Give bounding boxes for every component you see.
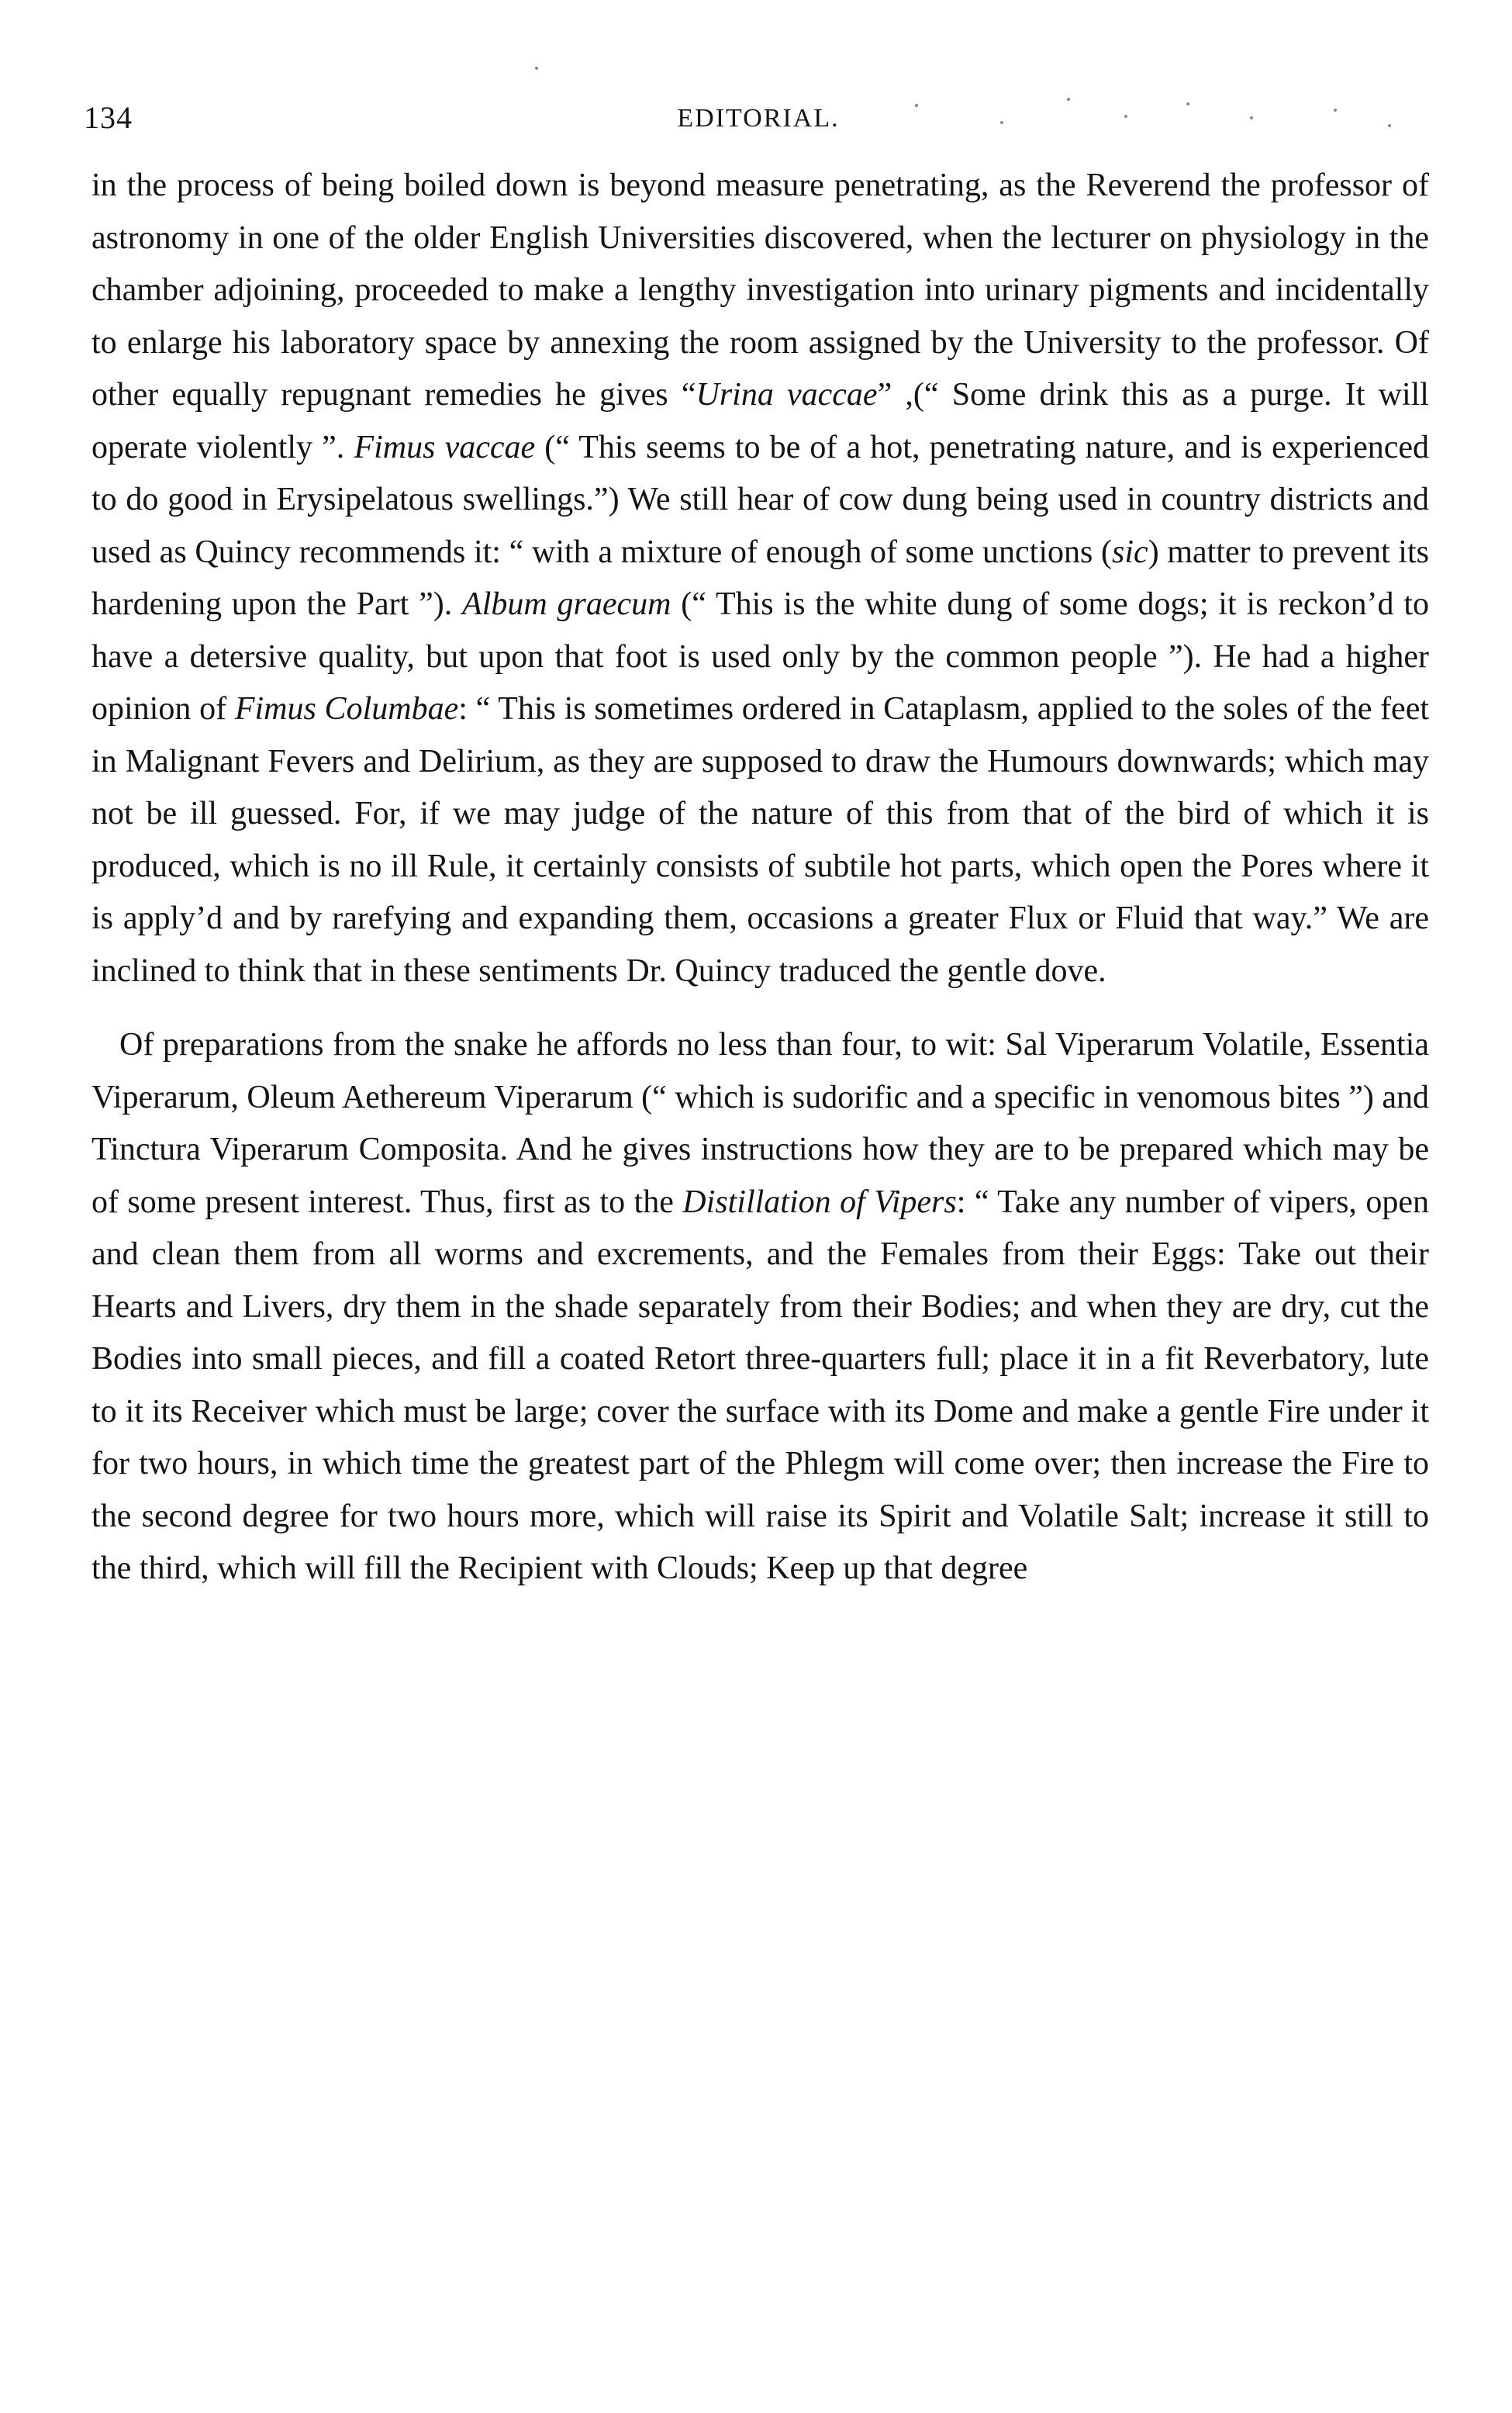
running-title: EDITORIAL.	[677, 104, 840, 133]
print-speckle	[1124, 115, 1127, 118]
print-speckle	[1250, 116, 1253, 119]
print-speckle	[535, 67, 538, 70]
section-term: Distillation of Vipers	[682, 1184, 957, 1220]
text-run: in the process of being boiled down is beyond measure penetrating, as the Reverend the professor of astronomy in one of the older English Universities discovered, when the lecturer on physiology in the chamber adjoining, proceeded to make a lengthy investigation into urinary pigments and incidentally to enlarge his laboratory space by annexing the room assigned by the University to the professor. Of other equally repugnant remedies he gives “	[91, 168, 1429, 413]
text-run: : “ Take any number of vipers, open and clean them from all worms and excrements, and the Females from their Eggs: Take out their Hearts and Livers, dry them in the shade separately from their Bodies; and when they are dry, cut the Bodies into small pieces, and fill a coated Retort three-quarters full; place it in a fit Reverbatory, lute to it its Receiver which must be large; cover the surface with its Dome and make a gentle Fire under it for two hours, in which time the greatest part of the Phlegm will come over; then increase the Fire to the second degree for two hours more, which will raise its Spirit and Volatile Salt; increase it still to the third, which will fill the Recipient with Clouds; Keep up that degree	[91, 1184, 1429, 1586]
text-run: (“ This is the white dung of some dogs; it is reckon’d to have a detersive quality, but upon that foot is used only by the common people ”). He had a higher opinion of	[91, 586, 1429, 727]
text-run: ” ,(“ Some drink this as a purge. It will operate violently ”.	[91, 377, 1429, 465]
text-run: (“ This seems to be of a hot, penetrating nature, and is experienced to do good in Erysipelatous swellings.”) We still hear of cow dung being used in country districts and used as Quincy recommends it: “ with a mixture of enough of some unctions (	[91, 429, 1429, 570]
running-head	[84, 99, 1433, 146]
print-speckle	[1067, 98, 1070, 101]
body-text	[91, 160, 1429, 1595]
text-run: ) matter to prevent its hardening upon the Part ”).	[91, 534, 1429, 622]
print-speckle	[915, 104, 918, 107]
print-speckle	[1000, 121, 1003, 124]
paragraph-remedies	[91, 160, 1429, 997]
page-number: 134	[84, 100, 133, 135]
print-speckle	[1334, 109, 1337, 112]
latin-term: Album graecum	[462, 586, 671, 622]
print-speckle	[1186, 102, 1189, 105]
paragraph-snake-preparations	[91, 1019, 1429, 1595]
latin-term: Fimus vaccae	[354, 429, 536, 465]
text-run: Of preparations from the snake he affords no less than four, to wit: Sal Viperarum Volatile, Essentia Viperarum, Oleum Aethereum Viperarum (“ which is sudorific and a specific in venomous bites ”) and Tinctura Viperarum Composita. And he gives instructions how they are to be prepared which may be of some present interest. Thus, first as to the	[91, 1027, 1429, 1220]
latin-term: Urina vaccae	[696, 377, 878, 413]
latin-term: Fimus Columbae	[234, 691, 459, 727]
text-run: : “ This is sometimes ordered in Cataplasm, applied to the soles of the feet in Malignant Fevers and Delirium, as they are supposed to draw the Humours downwards; which may not be ill guessed. For, if we may judge of the nature of this from that of the bird of which it is produced, which is no ill Rule, it certainly consists of subtile hot parts, which open the Pores where it is apply’d and by rarefying and expanding them, occasions a greater Flux or Fluid that way.” We are inclined to think that in these sentiments Dr. Quincy traduced the gentle dove.	[91, 691, 1430, 989]
print-speckle	[1388, 124, 1391, 127]
latin-term: sic	[1112, 534, 1148, 570]
